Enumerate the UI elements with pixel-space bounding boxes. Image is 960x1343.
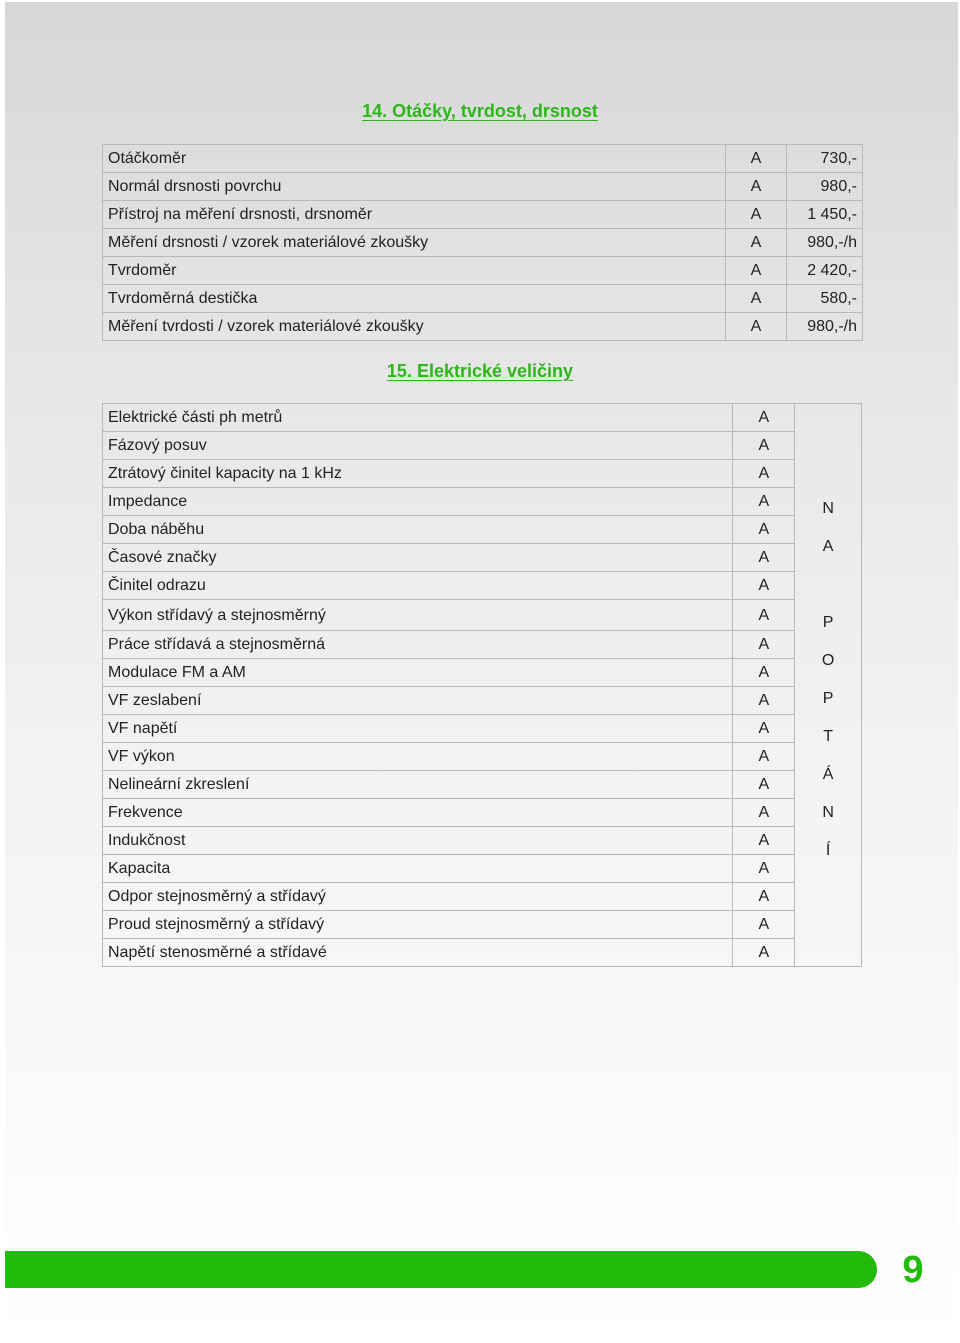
table-row: [103, 911, 862, 939]
accreditation-mark: A: [733, 687, 795, 715]
table-row: [103, 145, 863, 173]
item-name: Proud stejnosměrný a střídavý: [103, 911, 733, 939]
table-row: [103, 659, 862, 687]
item-name: VF výkon: [103, 743, 733, 771]
item-name: Normál drsnosti povrchu: [103, 173, 726, 201]
item-name: Časové značky: [103, 544, 733, 572]
table-row: [103, 799, 862, 827]
item-name: VF napětí: [103, 715, 733, 743]
section-14-title: 14. Otáčky, tvrdost, drsnost: [362, 101, 598, 121]
price-note-letter: P: [822, 690, 834, 707]
item-name: Tvrdoměrná destička: [103, 285, 726, 313]
accreditation-mark: A: [733, 544, 795, 572]
accreditation-mark: A: [726, 173, 787, 201]
accreditation-mark: A: [733, 488, 795, 516]
table-row: [103, 432, 862, 460]
accreditation-mark: A: [733, 460, 795, 488]
accreditation-mark: A: [733, 911, 795, 939]
table-row: [103, 313, 863, 341]
section-15-title: 15. Elektrické veličiny: [386, 361, 574, 381]
accreditation-mark: A: [733, 516, 795, 544]
accreditation-mark: A: [733, 715, 795, 743]
table-row: [103, 404, 862, 432]
section-14-table: [102, 144, 863, 341]
price-note-vertical-text: [795, 498, 861, 878]
accreditation-mark: A: [733, 600, 795, 631]
price: 980,-: [787, 173, 863, 201]
table-row: [103, 572, 862, 600]
item-name: VF zeslabení: [103, 687, 733, 715]
accreditation-mark: A: [733, 855, 795, 883]
price-note-letter: O: [821, 652, 835, 669]
page-number: 9: [902, 1249, 924, 1291]
accreditation-mark: A: [733, 631, 795, 659]
item-name: Modulace FM a AM: [103, 659, 733, 687]
price: 730,-: [787, 145, 863, 173]
item-name: Práce střídavá a stejnosměrná: [103, 631, 733, 659]
accreditation-mark: A: [733, 827, 795, 855]
section-15-table: [102, 403, 862, 967]
accreditation-mark: A: [733, 743, 795, 771]
footer-bar: [5, 1251, 877, 1288]
table-row: [103, 285, 863, 313]
price: 980,-/h: [787, 229, 863, 257]
item-name: Výkon střídavý a stejnosměrný: [103, 600, 733, 631]
item-name: Činitel odrazu: [103, 572, 733, 600]
price: 2 420,-: [787, 257, 863, 285]
item-name: Měření tvrdosti / vzorek materiálové zkoušky: [103, 313, 726, 341]
item-name: Impedance: [103, 488, 733, 516]
accreditation-mark: A: [733, 404, 795, 432]
accreditation-mark: A: [733, 771, 795, 799]
table-row: [103, 229, 863, 257]
table-row: [103, 488, 862, 516]
table-row: [103, 201, 863, 229]
table-row: [103, 631, 862, 659]
price-note-letter: P: [822, 614, 834, 631]
accreditation-mark: A: [726, 313, 787, 341]
item-name: Měření drsnosti / vzorek materiálové zkoušky: [103, 229, 726, 257]
price-note-letter: N: [822, 500, 834, 517]
accreditation-mark: A: [733, 572, 795, 600]
accreditation-mark: A: [733, 939, 795, 967]
price: 980,-/h: [787, 313, 863, 341]
item-name: Doba náběhu: [103, 516, 733, 544]
price-note-cell: [795, 404, 862, 967]
item-name: Odpor stejnosměrný a střídavý: [103, 883, 733, 911]
accreditation-mark: A: [733, 659, 795, 687]
table-row: [103, 460, 862, 488]
price-note-letter: Á: [822, 766, 834, 783]
accreditation-mark: A: [726, 201, 787, 229]
price-note-letter: T: [823, 728, 833, 745]
table-row: [103, 827, 862, 855]
item-name: Tvrdoměr: [103, 257, 726, 285]
table-row: [103, 883, 862, 911]
table-row: [103, 771, 862, 799]
price-note-letter: A: [822, 538, 834, 555]
table-row: [103, 173, 863, 201]
table-row: [103, 715, 862, 743]
price: 580,-: [787, 285, 863, 313]
item-name: Frekvence: [103, 799, 733, 827]
price: 1 450,-: [787, 201, 863, 229]
table-row: [103, 687, 862, 715]
table-row: [103, 544, 862, 572]
table-row: [103, 516, 862, 544]
table-row: [103, 939, 862, 967]
table-row: [103, 855, 862, 883]
item-name: Kapacita: [103, 855, 733, 883]
accreditation-mark: A: [726, 257, 787, 285]
item-name: Nelineární zkreslení: [103, 771, 733, 799]
table-row: [103, 600, 862, 631]
accreditation-mark: A: [726, 229, 787, 257]
accreditation-mark: A: [726, 145, 787, 173]
item-name: Ztrátový činitel kapacity na 1 kHz: [103, 460, 733, 488]
item-name: Indukčnost: [103, 827, 733, 855]
item-name: Elektrické části ph metrů: [103, 404, 733, 432]
price-note-letter: [795, 574, 861, 612]
item-name: Otáčkoměr: [103, 145, 726, 173]
accreditation-mark: A: [733, 883, 795, 911]
accreditation-mark: A: [733, 799, 795, 827]
accreditation-mark: A: [726, 285, 787, 313]
item-name: Přístroj na měření drsnosti, drsnoměr: [103, 201, 726, 229]
item-name: Napětí stenosměrné a střídavé: [103, 939, 733, 967]
item-name: Fázový posuv: [103, 432, 733, 460]
table-row: [103, 743, 862, 771]
accreditation-mark: A: [733, 432, 795, 460]
price-note-letter: N: [822, 804, 834, 821]
table-row: [103, 257, 863, 285]
price-note-letter: Í: [825, 842, 831, 859]
